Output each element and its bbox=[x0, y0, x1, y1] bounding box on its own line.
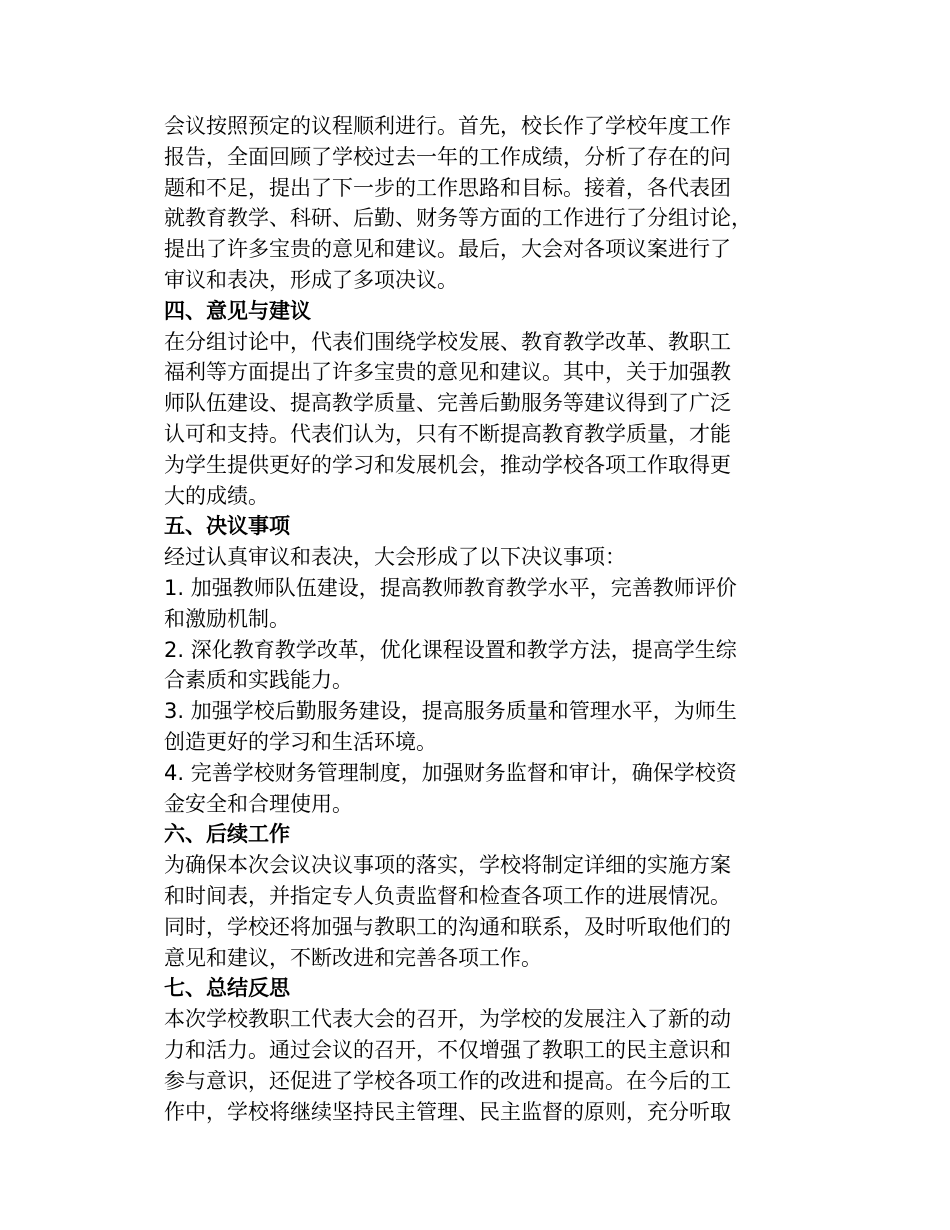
text-line: 福利等方面提出了许多宝贵的意见和建议。其中，关于加强教 bbox=[164, 360, 731, 385]
text-line: 作中，学校将继续坚持民主管理、民主监督的原则，充分听取 bbox=[164, 1099, 731, 1124]
text-line: 4. 完善学校财务管理制度，加强财务监督和审计，确保学校资 bbox=[164, 760, 737, 785]
list-item-resolution-1 bbox=[164, 573, 784, 635]
text-line: 参与意识，还促进了学校各项工作的改进和提高。在今后的工 bbox=[164, 1068, 731, 1093]
text-line: 会议按照预定的议程顺利进行。首先，校长作了学校年度工作 bbox=[164, 114, 731, 138]
text-line: 创造更好的学习和生活环境。 bbox=[164, 729, 437, 754]
text-line: 金安全和合理使用。 bbox=[164, 791, 353, 816]
text-line: 就教育教学、科研、后勤、财务等方面的工作进行了分组讨论， bbox=[164, 206, 752, 231]
text-line: 同时，学校还将加强与教职工的沟通和联系，及时听取他们的 bbox=[164, 914, 731, 939]
text-line: 1. 加强教师队伍建设，提高教师教育教学水平，完善教师评价 bbox=[164, 575, 737, 600]
section-heading-resolutions: 五、决议事项 bbox=[164, 514, 290, 539]
section-heading-follow-up: 六、后续工作 bbox=[164, 822, 290, 847]
paragraph-summary bbox=[164, 1004, 784, 1127]
text-line: 题和不足，提出了下一步的工作思路和目标。接着，各代表团 bbox=[164, 175, 731, 200]
text-line: 3. 加强学校后勤服务建设，提高服务质量和管理水平，为师生 bbox=[164, 699, 737, 724]
section-heading-summary: 七、总结反思 bbox=[164, 976, 290, 1001]
text-line: 合素质和实践能力。 bbox=[164, 668, 353, 693]
text-line: 经过认真审议和表决，大会形成了以下决议事项： bbox=[164, 545, 626, 570]
text-line: 为确保本次会议决议事项的落实，学校将制定详细的实施方案 bbox=[164, 853, 731, 878]
text-line: 提出了许多宝贵的意见和建议。最后，大会对各项议案进行了 bbox=[164, 237, 731, 262]
list-item-resolution-3 bbox=[164, 696, 784, 758]
text-line: 本次学校教职工代表大会的召开，为学校的发展注入了新的动 bbox=[164, 1007, 731, 1032]
text-line: 2. 深化教育教学改革，优化课程设置和教学方法，提高学生综 bbox=[164, 637, 737, 662]
text-line: 审议和表决，形成了多项决议。 bbox=[164, 267, 458, 292]
paragraph-opinions bbox=[164, 327, 784, 512]
text-line: 师队伍建设、提高教学质量、完善后勤服务等建议得到了广泛 bbox=[164, 391, 731, 416]
text-line: 认可和支持。代表们认为，只有不断提高教育教学质量，才能 bbox=[164, 421, 731, 446]
text-line: 在分组讨论中，代表们围绕学校发展、教育教学改革、教职工 bbox=[164, 329, 731, 354]
paragraph-resolutions-intro bbox=[164, 542, 784, 573]
list-item-resolution-4 bbox=[164, 758, 784, 820]
text-line: 意见和建议，不断改进和完善各项工作。 bbox=[164, 945, 542, 970]
document-page bbox=[164, 111, 784, 1127]
text-line: 大的成绩。 bbox=[164, 483, 269, 508]
list-item-resolution-2 bbox=[164, 635, 784, 697]
text-line: 力和活力。通过会议的召开，不仅增强了教职工的民主意识和 bbox=[164, 1037, 731, 1062]
paragraph-follow-up bbox=[164, 850, 784, 973]
text-line: 和时间表，并指定专人负责监督和检查各项工作的进展情况。 bbox=[164, 883, 731, 908]
text-line: 为学生提供更好的学习和发展机会，推动学校各项工作取得更 bbox=[164, 452, 731, 477]
text-line: 和激励机制。 bbox=[164, 606, 290, 631]
text-line: 报告，全面回顾了学校过去一年的工作成绩，分析了存在的问 bbox=[164, 144, 731, 169]
paragraph-meeting-process bbox=[164, 111, 784, 296]
section-heading-opinions: 四、意见与建议 bbox=[164, 298, 311, 323]
